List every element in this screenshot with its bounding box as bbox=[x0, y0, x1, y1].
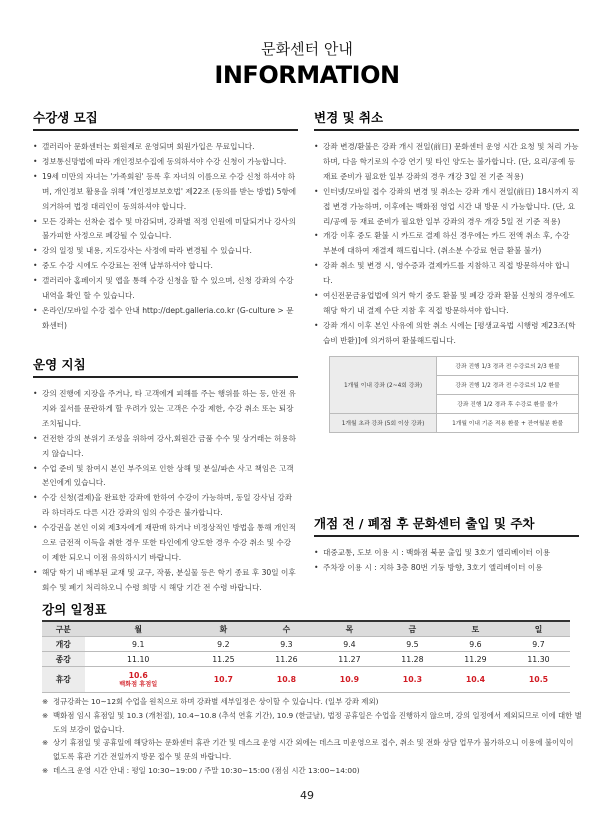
list-item: • 인터넷/모바일 접수 강좌의 변경 및 취소는 강좌 개시 전일(前日) 18시까지 직접 변경 가능하며, 이후에는 백화점 영업 시간 내 방문 시 가능합니다. (단, 요리/공예 등 재료 준비가 필요한 일부 강좌의 경우 개강 5일 전 기준 적용) bbox=[314, 185, 579, 230]
table-header-cell: 구분 bbox=[42, 621, 85, 637]
note-item: ※ 백화점 임시 휴점일 및 10.3 (개천절), 10.4~10.8 (추석 연휴 기간), 10.9 (한글날), 법정 공휴일은 수업을 진행하지 않으며, 강의 일정에서 제외되므로 이에 대한 별도의 보강이 없습니다. bbox=[42, 709, 582, 737]
row-label: 휴강 bbox=[42, 667, 85, 693]
page-number: 49 bbox=[300, 789, 314, 802]
list-item: • 건전한 강의 분위기 조성을 위하여 강사,회원간 금품 수수 및 상거래는 허용하지 않습니다. bbox=[33, 432, 298, 462]
refund-period-cell: 1개월 초과 강좌 (5회 이상 강좌) bbox=[330, 413, 437, 432]
table-cell: 11.29 bbox=[444, 652, 507, 667]
list-item: • 대중교통, 도보 이용 시 : 백화점 북문 출입 및 3호기 엘리베이터 이용 bbox=[314, 546, 579, 561]
access-section bbox=[314, 514, 579, 576]
holiday-cell-monday bbox=[85, 667, 192, 693]
table-header-cell: 목 bbox=[318, 621, 381, 637]
table-cell: 11.30 bbox=[507, 652, 570, 667]
list-item: • 갤러리아 문화센터는 회원제로 운영되며 회원가입은 무료입니다. bbox=[33, 140, 298, 155]
holiday-date: 10.6 bbox=[128, 670, 148, 680]
page-title: INFORMATION bbox=[214, 61, 400, 89]
refund-table bbox=[329, 356, 579, 433]
table-cell: 11.10 bbox=[85, 652, 192, 667]
changes-section bbox=[314, 108, 579, 433]
table-cell: 11.26 bbox=[255, 652, 318, 667]
holiday-cell: 10.3 bbox=[381, 667, 444, 693]
holiday-cell: 10.8 bbox=[255, 667, 318, 693]
refund-rule-cell: 강좌 진행 1/3 경과 전 수강료의 2/3 환불 bbox=[437, 356, 579, 375]
operation-heading: 운영 지침 bbox=[33, 355, 298, 378]
list-item: • 강의 진행에 지장을 주거나, 타 고객에게 피해를 주는 행위를 하는 등, 안전 유지와 질서를 문란하게 할 우려가 있는 고객은 수강 제한, 수강 취소 또는 퇴장 조치됩니다. bbox=[33, 387, 298, 432]
table-header-cell: 화 bbox=[192, 621, 255, 637]
refund-rule-cell: 강좌 진행 1/2 경과 후 수강료 환불 불가 bbox=[437, 394, 579, 413]
table-row bbox=[42, 652, 570, 667]
table-header-cell: 수 bbox=[255, 621, 318, 637]
holiday-cell: 10.5 bbox=[507, 667, 570, 693]
table-cell: 9.3 bbox=[255, 637, 318, 652]
table-cell: 11.27 bbox=[318, 652, 381, 667]
operation-section bbox=[33, 355, 298, 596]
refund-rule-cell: 1개월 이내 기준 적용 환불 + 잔여월분 환불 bbox=[437, 413, 579, 432]
holiday-note: 백화점 휴점일 bbox=[119, 680, 158, 688]
table-cell: 11.25 bbox=[192, 652, 255, 667]
table-row bbox=[42, 667, 570, 693]
table-row bbox=[330, 356, 579, 375]
note-item: ※ 정규강좌는 10~12회 수업을 원칙으로 하며 강좌별 세부일정은 상이할 수 있습니다. (일부 강좌 제외) bbox=[42, 695, 582, 709]
operation-list bbox=[33, 387, 298, 596]
list-item: • 온라인/모바일 수강 접수 안내 http://dept.galleria.co.kr (G-culture > 문화센터) bbox=[33, 304, 298, 334]
list-item: • 강좌 개시 이후 본인 사유에 의한 취소 시에는 [평생교육법 시행령 제23조(학습비 반환)]에 의거하여 환불해드립니다. bbox=[314, 319, 579, 349]
table-header-cell: 월 bbox=[85, 621, 192, 637]
list-item: • 19세 미만의 자녀는 '가족회원' 등록 후 자녀의 이름으로 수강 신청 하셔야 하며, 개인정보 활용을 위해 '개인정보보호법' 제22조 (동의를 받는 방법) 5항에 의거하여 법정 대리인이 동의하셔야 합니다. bbox=[33, 170, 298, 215]
registration-heading: 수강생 모집 bbox=[33, 108, 298, 131]
list-item: • 수업 준비 및 참여시 본인 부주의로 인한 상해 및 분실/파손 사고 책임은 고객 본인에게 있습니다. bbox=[33, 462, 298, 492]
access-list bbox=[314, 546, 579, 576]
holiday-cell: 10.4 bbox=[444, 667, 507, 693]
schedule-table bbox=[42, 620, 570, 693]
schedule-heading: 강의 일정표 bbox=[42, 602, 107, 617]
row-label: 개강 bbox=[42, 637, 85, 652]
list-item: • 주차장 이용 시 : 지하 3층 80번 기둥 방향, 3호기 엘리베이터 이용 bbox=[314, 561, 579, 576]
table-row bbox=[42, 637, 570, 652]
schedule-notes bbox=[42, 695, 582, 778]
note-item: ※ 상기 휴점일 및 공휴일에 해당하는 문화센터 휴관 기간 및 데스크 운영 시간 외에는 데스크 미운영으로 접수, 취소 및 전화 상담 업무가 불가하오니 이용에 불이익이 없도록 휴관 기간 전일까지 방문 접수 및 문의 바랍니다. bbox=[42, 736, 582, 764]
table-cell: 11.28 bbox=[381, 652, 444, 667]
list-item: • 강의 일정 및 내용, 지도강사는 사정에 따라 변경될 수 있습니다. bbox=[33, 244, 298, 259]
registration-list bbox=[33, 140, 298, 334]
registration-section bbox=[33, 108, 298, 334]
table-cell: 9.1 bbox=[85, 637, 192, 652]
list-item: • 강좌 취소 및 변경 시, 영수증과 결제카드를 지참하고 직접 방문하셔야 합니다. bbox=[314, 259, 579, 289]
access-heading: 개점 전 / 폐점 후 문화센터 출입 및 주차 bbox=[314, 514, 579, 537]
table-header-cell: 금 bbox=[381, 621, 444, 637]
table-header-cell: 토 bbox=[444, 621, 507, 637]
list-item: • 수강 신청(결제)을 완료한 강좌에 한하여 수강이 가능하며, 동일 강사님 강좌라 하더라도 다른 시간 강좌의 임의 수강은 불가합니다. bbox=[33, 491, 298, 521]
note-item: ※ 데스크 운영 시간 안내 : 평일 10:30~19:00 / 주말 10:30~15:00 (점심 시간 13:00~14:00) bbox=[42, 764, 582, 778]
holiday-cell: 10.7 bbox=[192, 667, 255, 693]
list-item: • 정보통신망법에 따라 개인정보수집에 동의하셔야 수강 신청이 가능합니다. bbox=[33, 155, 298, 170]
table-cell: 9.4 bbox=[318, 637, 381, 652]
list-item: • 갤러리아 홈페이지 및 앱을 통해 수강 신청을 할 수 있으며, 신청 강좌의 수강 내역을 확인 할 수 있습니다. bbox=[33, 274, 298, 304]
changes-heading: 변경 및 취소 bbox=[314, 108, 579, 131]
list-item: • 해당 학기 내 배부된 교재 및 교구, 작품, 분실물 등은 학기 종료 후 30일 이후 회수 및 폐기 처리하오니 수령 희망 시 해당 기간 전 수령 바랍니다. bbox=[33, 566, 298, 596]
table-row bbox=[330, 413, 579, 432]
list-item: • 모든 강좌는 선착순 접수 및 마감되며, 강좌별 적정 인원에 미달되거나 강사의 불가피한 사정으로 폐강될 수 있습니다. bbox=[33, 215, 298, 245]
table-cell: 9.6 bbox=[444, 637, 507, 652]
list-item: • 개강 이후 중도 환불 시 카드로 결제 하신 경우에는 카드 전액 취소 후, 수강 부분에 대하여 재결제 해드립니다. (취소분 수강료 현금 환불 불가) bbox=[314, 229, 579, 259]
refund-rule-cell: 강좌 진행 1/2 경과 전 수강료의 1/2 환불 bbox=[437, 375, 579, 394]
table-cell: 9.5 bbox=[381, 637, 444, 652]
refund-period-cell: 1개월 이내 강좌 (2~4회 강좌) bbox=[330, 356, 437, 413]
page-subtitle: 문화센터 안내 bbox=[261, 40, 353, 58]
table-header-cell: 일 bbox=[507, 621, 570, 637]
list-item: • 강좌 변경/환불은 강좌 개시 전일(前日) 문화센터 운영 시간 요청 및 처리 가능하며, 다음 학기로의 수강 연기 및 타인 양도는 불가합니다. (단, 요리/공예 등 재료 준비가 필요한 일부 강좌의 경우 개강 3일 전 기준 적용) bbox=[314, 140, 579, 185]
table-header-row bbox=[42, 621, 570, 637]
list-item: • 여신전문금융업법에 의거 학기 중도 환불 및 폐강 강좌 환불 신청의 경우에도 해당 학기 내 결제 수단 지참 후 직접 방문하셔야 합니다. bbox=[314, 289, 579, 319]
row-label: 종강 bbox=[42, 652, 85, 667]
list-item: • 수강권을 본인 이외 제3자에게 재판매 하거나 비정상적인 방법을 통해 개인적으로 금전적 이득을 취한 경우 또한 타인에게 양도한 경우 수강 취소 및 수강이 제한 되오니 이점 유의하시기 바랍니다. bbox=[33, 521, 298, 566]
table-cell: 9.2 bbox=[192, 637, 255, 652]
table-cell: 9.7 bbox=[507, 637, 570, 652]
list-item: • 중도 수강 시에도 수강료는 전액 납부하셔야 합니다. bbox=[33, 259, 298, 274]
changes-list bbox=[314, 140, 579, 349]
holiday-cell: 10.9 bbox=[318, 667, 381, 693]
